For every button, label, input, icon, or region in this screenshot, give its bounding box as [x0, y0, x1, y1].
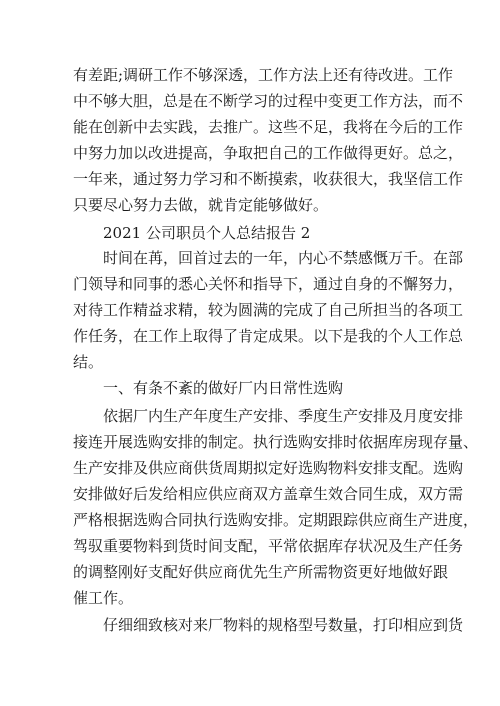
text-line: 门领导和同事的悉心关怀和指导下，通过自身的不懈努力， [73, 275, 464, 293]
text-line: 只要尽心努力去做，就肯定能够做好。 [73, 196, 329, 214]
text-line: 中不够大胆，总是在不断学习的过程中变更工作方法，而不 [73, 92, 464, 110]
text-line: 有差距;调研工作不够深透，工作方法上还有待改进。工作 [73, 66, 454, 84]
text-line: 中努力加以改进提高，争取把自己的工作做得更好。总之， [73, 144, 464, 162]
text-line: 严格根据选购合同执行选购安排。定期跟踪供应商生产进度， [73, 511, 479, 529]
text-line: 依据厂内生产年度生产安排、季度生产安排及月度安排 [103, 407, 464, 425]
text-line: 驾驭重要物料到货时间支配，平常依据库存状况及生产任务 [73, 537, 464, 555]
text-line: 能在创新中去实践，去推广。这些不足，我将在今后的工作 [73, 118, 464, 136]
text-line: 生产安排及供应商供货周期拟定好选购物料安排支配。选购 [73, 459, 464, 477]
text-line: 安排做好后发给相应供应商双方盖章生效合同生成，双方需 [73, 485, 464, 503]
text-line: 接连开展选购安排的制定。执行选购安排时依据库房现存量、 [73, 433, 479, 451]
text-line: 仔细细致核对来厂物料的规格型号数量，打印相应到货 [103, 616, 464, 634]
text-line: 的调整刚好支配好供应商优先生产所需物资更好地做好跟 [73, 563, 449, 581]
text-line: 催工作。 [73, 589, 134, 607]
report-title: 2021 公司职员个人总结报告 2 [103, 224, 311, 242]
text-line: 一年来，通过努力学习和不断摸索，收获很大，我坚信工作 [73, 170, 464, 188]
text-line: 时间在苒，回首过去的一年，内心不禁感慨万千。在部 [103, 249, 464, 267]
text-line: 结。 [73, 353, 104, 371]
text-line: 作任务，在工作上取得了肯定成果。以下是我的个人工作总 [73, 327, 464, 345]
text-line: 对待工作精益求精，较为圆满的完成了自己所担当的各项工 [73, 301, 464, 319]
section-heading: 一、有条不紊的做好厂内日常性选购 [103, 379, 344, 397]
